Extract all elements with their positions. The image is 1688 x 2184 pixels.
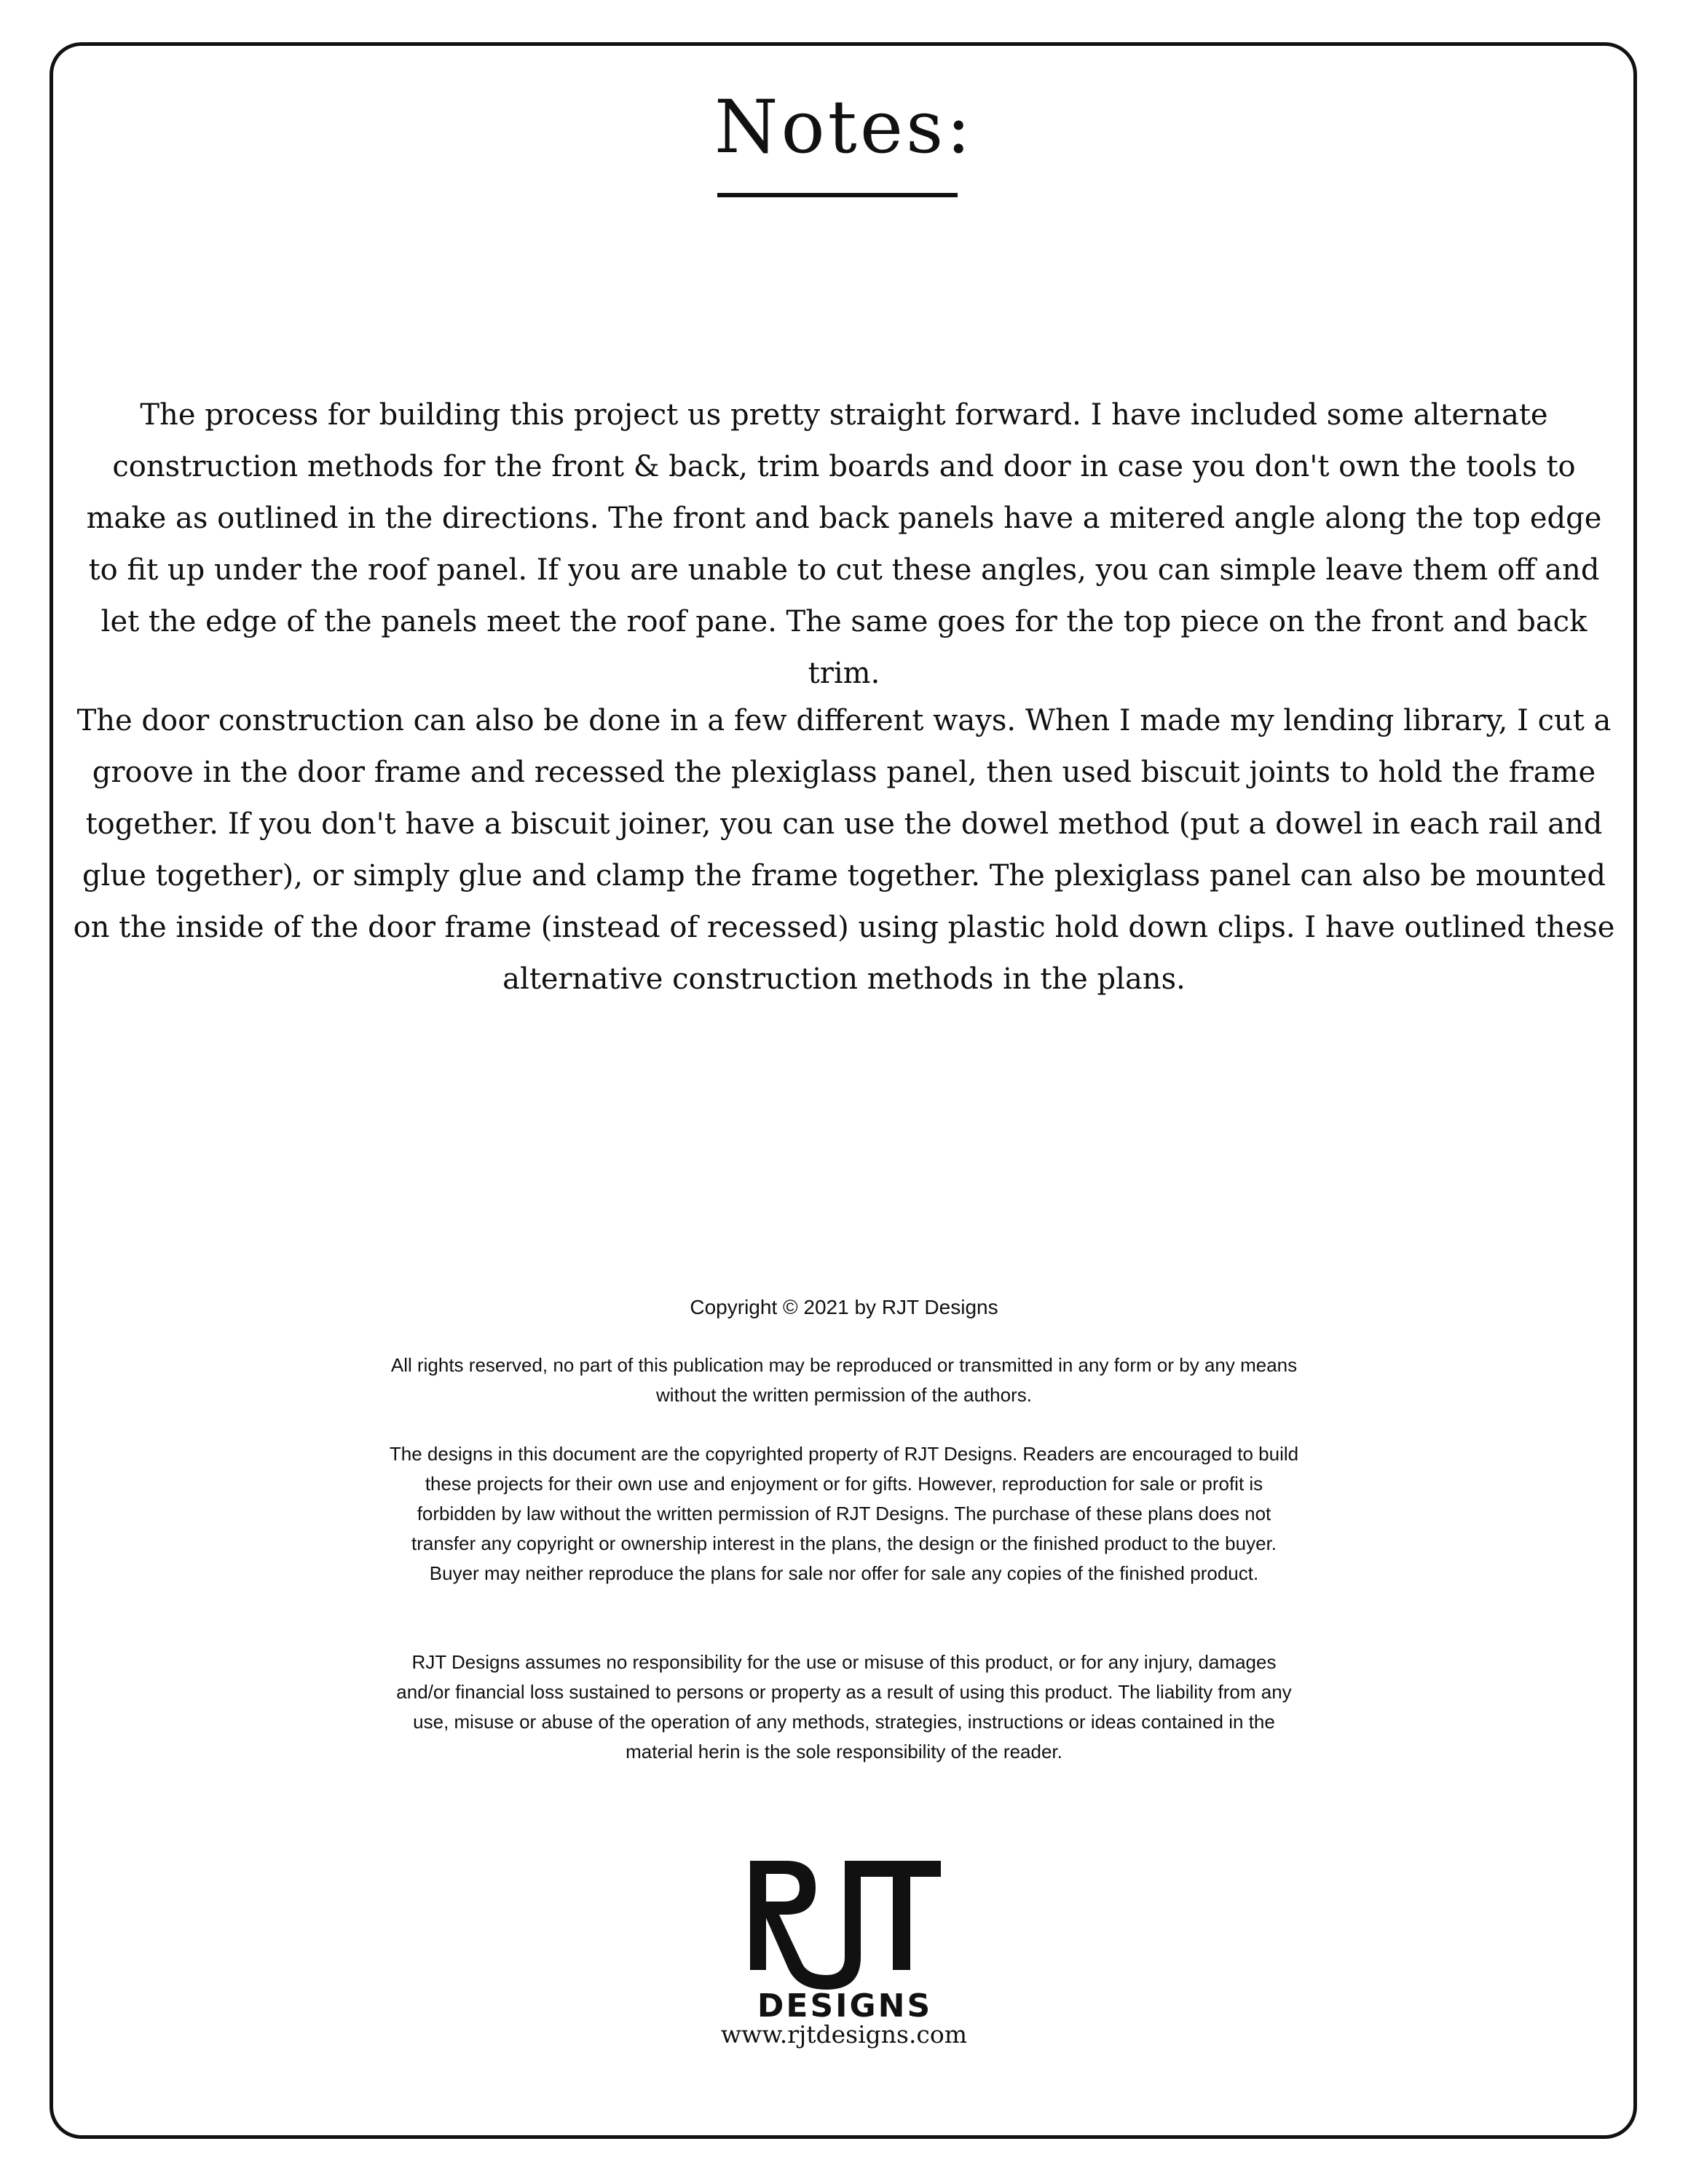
liability-disclaimer-text: RJT Designs assumes no responsibility for the use or misuse of this product, or for any injury, damages and/or financial loss sustained to persons or property as a result of using this product. The liability from any use, misuse or abuse of the operation of any methods, strategies, instructions or ideas contained in the material herin is the sole responsibility of the reader. — [396, 1651, 1292, 1762]
notes-paragraph-2: The door construction can also be done in a few different ways. When I made my lending library, I cut a groove in the door frame and recessed the plexiglass panel, then used biscuit joints to hold the frame together. If you don't have a biscuit joiner, you can use the dowel method (put a dowel in each rail and glue together), or simply glue and clamp the frame together. The plexiglass panel can also be mounted on the inside of the door frame (instead of recessed) using plastic hold down clips. I have outlined these alternative construction methods in the plans. — [73, 704, 1615, 996]
rights-reserved-text: All rights reserved, no part of this publication may be reproduced or transmitted in any form or by any means without the written permission of the authors. — [390, 1354, 1298, 1406]
website-url: www.rjtdesigns.com — [720, 2020, 968, 2049]
copyright-notice: Copyright © 2021 by RJT Designs — [690, 1296, 998, 1318]
notes-paragraph-1: The process for building this project us pretty straight forward. I have included some alternate construction methods for the front & back, trim boards and door in case you don't own the tools to make as outlined in the directions. The front and back panels have a mitered angle along the top edge to fit up under the roof panel. If you are unable to cut these angles, you can simple leave them off and let the edge of the panels meet the roof pane. The same goes for the top piece on the front and back trim. — [86, 398, 1602, 690]
page-border — [50, 42, 1637, 2139]
svg-text:DESIGNS: DESIGNS — [757, 1987, 933, 2022]
title-container — [0, 84, 1688, 170]
rjt-designs-logo — [735, 1855, 954, 2022]
page-title: Notes: — [714, 84, 974, 170]
title-underline — [717, 193, 958, 197]
copyright-property-text: The designs in this document are the copyrighted property of RJT Designs. Readers are encouraged to build these projects for their own use and enjoyment or for gifts. However, reproduction for sale or profit is forbidden by law without the written permission of RJT Designs. The purchase of these plans does not transfer any copyright or ownership interest in the plans, the design or the finished product to the buyer. Buyer may neither reproduce the plans for sale nor offer for sale any copies of the finished product. — [389, 1443, 1299, 1584]
